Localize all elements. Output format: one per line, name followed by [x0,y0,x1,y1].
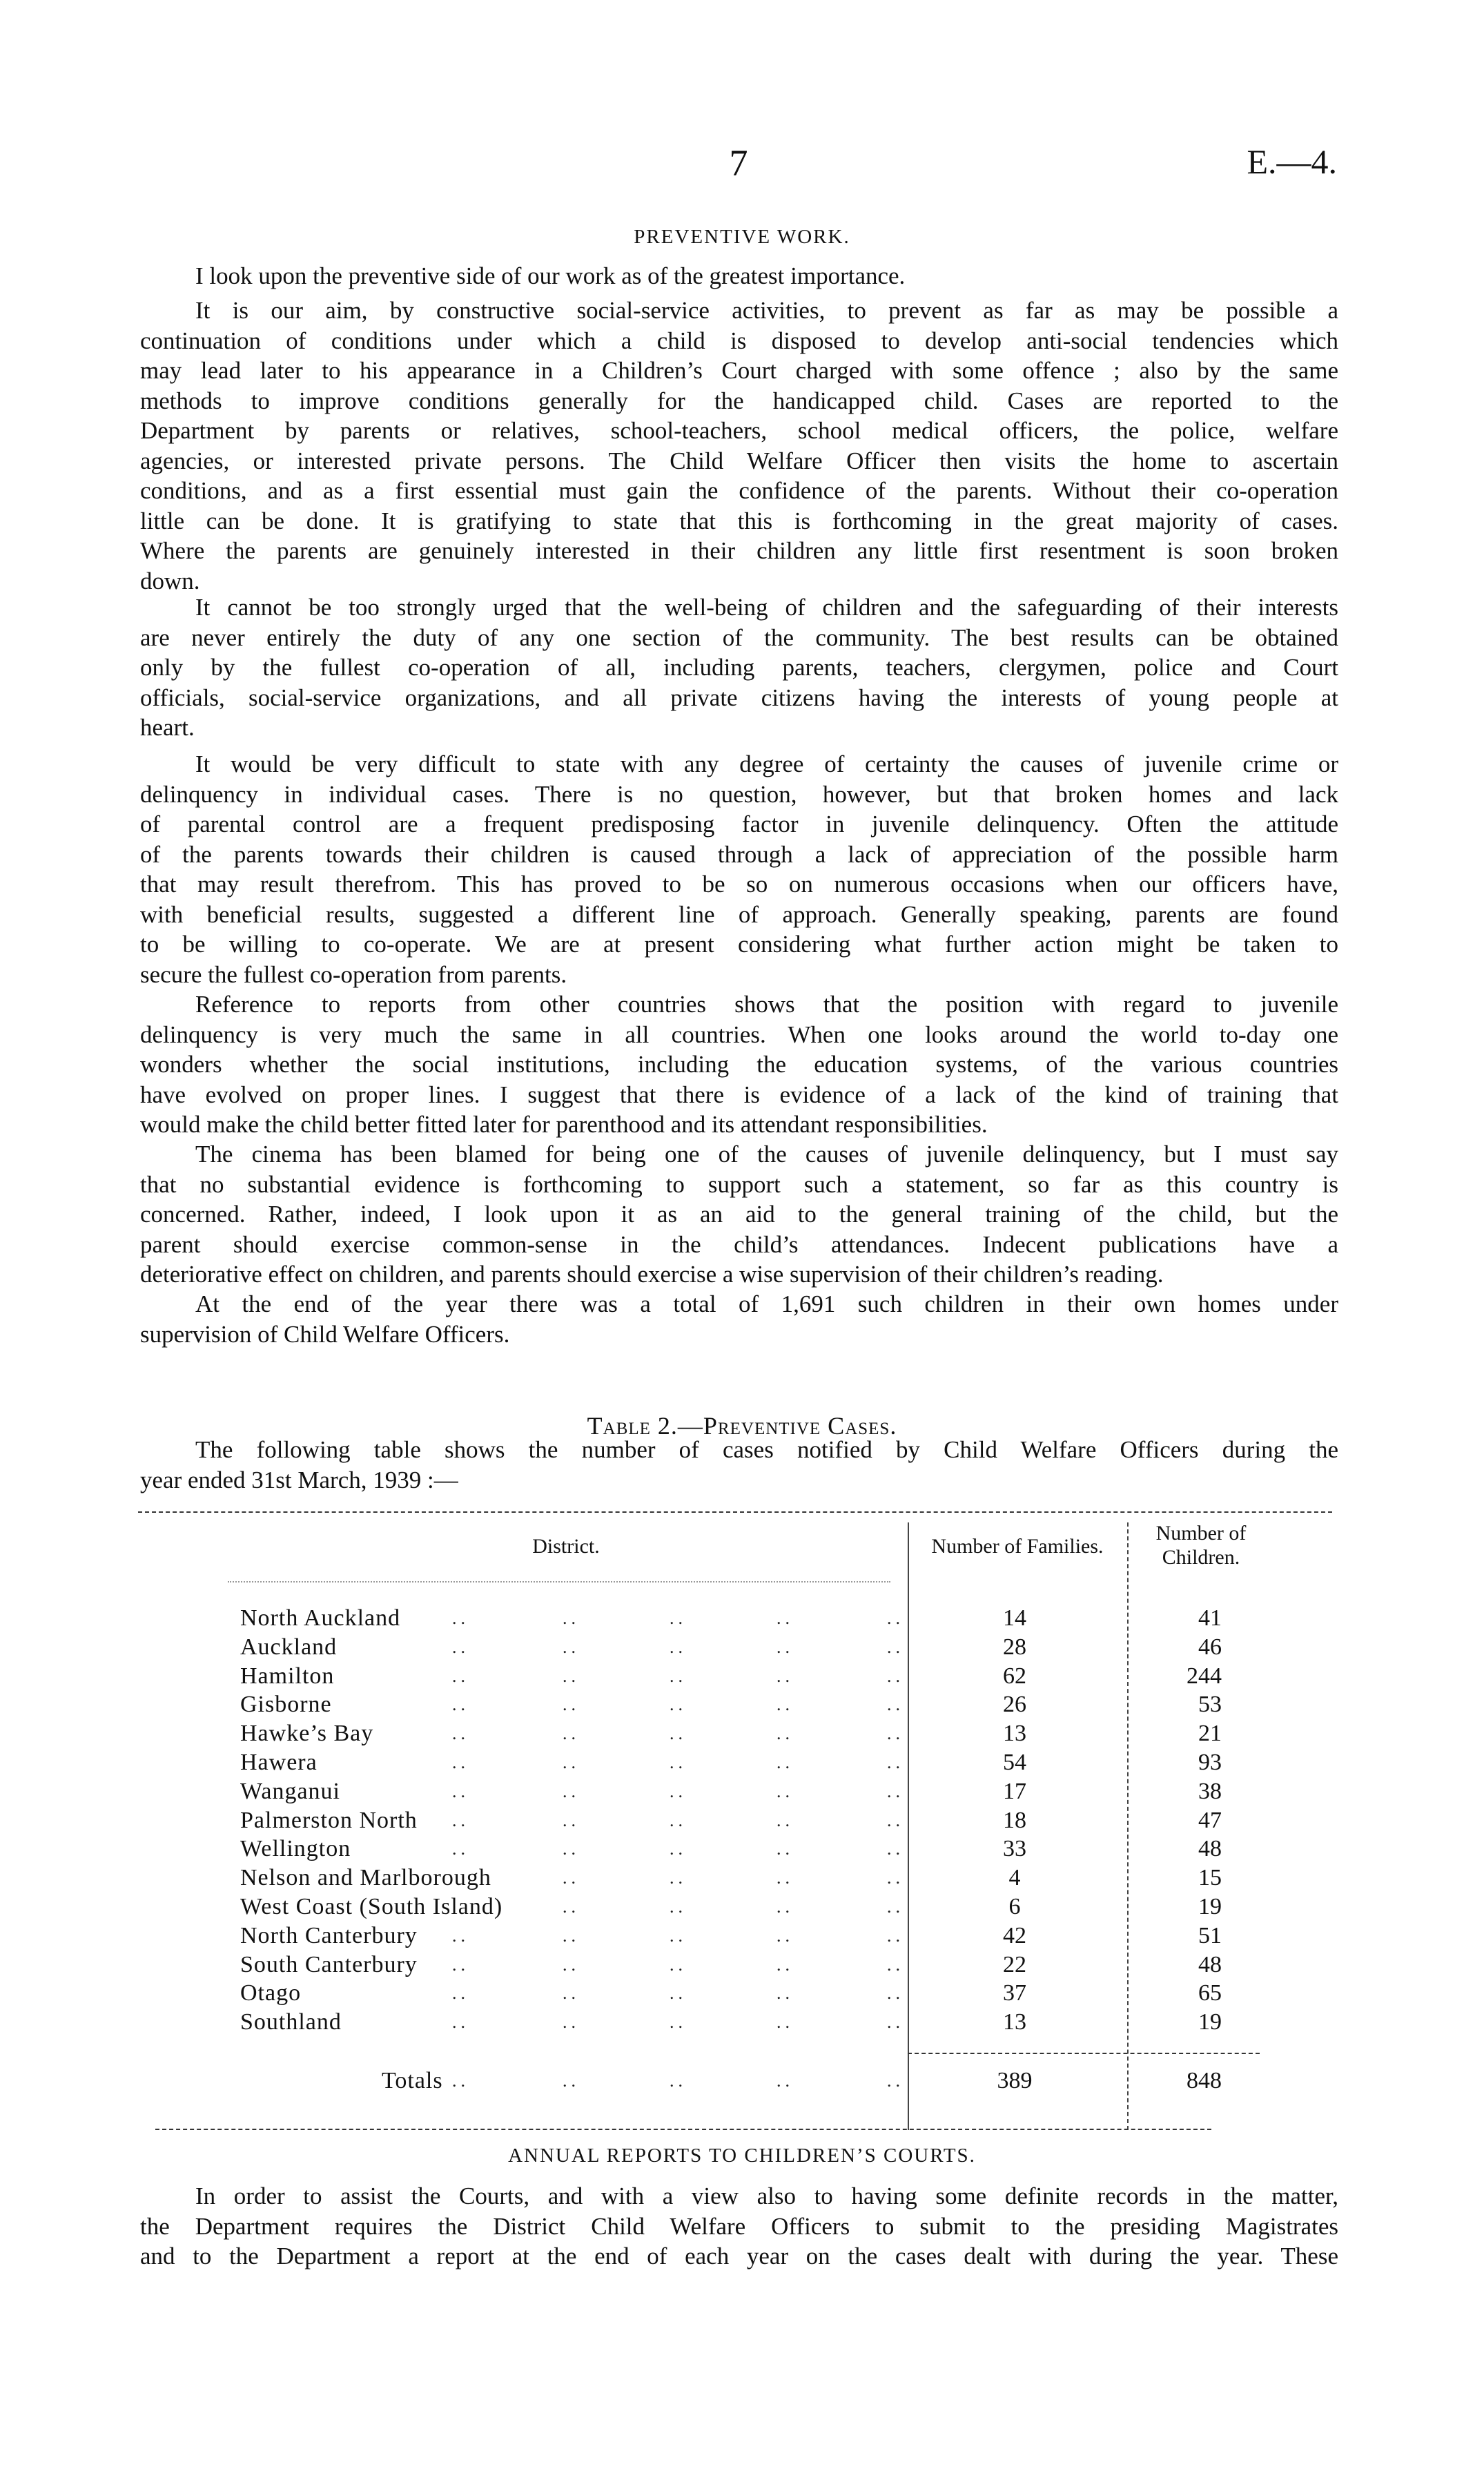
dot-leader: .. [887,1925,904,1946]
dot-leader: .. [670,1983,687,2004]
children-count: 41 [1198,1605,1222,1631]
dot-leader: .. [670,1665,687,1686]
dot-leader: .. [887,1868,904,1888]
totals-rule [908,2053,1260,2054]
dot-leader: .. [777,1752,794,1772]
families-count: 42 [1003,1922,1026,1948]
dot-leader: .. [563,1781,580,1801]
district-name: Palmerston North [240,1807,418,1833]
dot-leader: .. [563,2012,580,2033]
dot-leader: .. [452,1723,469,1744]
dot-leader: .. [452,1608,469,1628]
text-line: deteriorative effect on children, and parents should exercise a wise supervision of their children’s reading. [140,1261,1164,1288]
dot-leader: .. [777,1781,794,1801]
table-row [240,2008,1276,2037]
families-count: 33 [1003,1836,1026,1862]
district-name: Gisborne [240,1692,332,1718]
text-line: may lead later to his appearance in a Children’s Court charged with some offence ; also by the same [140,357,1338,384]
families-count: 14 [1003,1605,1026,1631]
dot-leader: .. [452,1839,469,1859]
dot-leader: .. [452,1752,469,1772]
families-count: 18 [1003,1807,1026,1833]
totals-children: 848 [1187,2068,1222,2093]
text-line: secure the fullest co-operation from parents. [140,960,567,988]
dot-leader: .. [563,1810,580,1830]
text-line: The cinema has been blamed for being one of the causes of juvenile delinquency, but I must say [195,1141,1338,1168]
families-count: 6 [1008,1894,1021,1919]
families-count: 54 [1003,1750,1026,1775]
dot-leader: .. [887,1694,904,1715]
paragraph [140,592,1338,743]
dot-leader: .. [887,1781,904,1801]
text-line: that no substantial evidence is forthcoming to support such a statement, so far as this country is [140,1170,1338,1198]
dot-leader: .. [563,1925,580,1946]
children-count: 48 [1198,1951,1222,1977]
table-row [240,1633,1276,1662]
dot-leader: .. [563,1839,580,1859]
section-heading-preventive-work: PREVENTIVE WORK. [634,226,850,248]
children-count: 53 [1198,1692,1222,1718]
dot-leader: .. [452,2071,469,2091]
dot-leader: .. [563,1636,580,1657]
children-count: 93 [1198,1750,1222,1775]
text-line: down. [140,567,200,594]
text-line: It would be very difficult to state with any degree of certainty the causes of juvenile crime or [195,751,1338,777]
district-name: Wanganui [240,1778,340,1804]
children-count: 38 [1198,1778,1222,1804]
dot-leader: .. [670,1810,687,1830]
dot-leader: .. [887,1608,904,1628]
table-bottom-rule [155,2129,1211,2130]
district-name: Southland [240,2009,342,2035]
header-children-line2: Children. [1162,1546,1240,1569]
text-line: I look upon the preventive side of our work as of the greatest importance. [195,262,906,289]
dot-leader: .. [777,1925,794,1946]
dot-leader: .. [563,1752,580,1772]
district-name: West Coast (South Island) [240,1894,503,1919]
text-line: delinquency in individual cases. There is no question, however, but that broken homes and lack [140,780,1338,808]
dot-leader: .. [777,1665,794,1686]
text-line: Where the parents are genuinely interested in their children any little first resentment is soon broken [140,537,1338,564]
dot-leader: .. [670,1752,687,1772]
district-name: North Canterbury [240,1922,418,1948]
text-line: Department by parents or relatives, school-teachers, school medical officers, the police, welfare [140,417,1338,444]
children-count: 19 [1198,1894,1222,1919]
dot-leader: .. [670,1925,687,1946]
dot-leader: .. [452,1694,469,1715]
header-children-line1: Number of [1155,1522,1247,1545]
families-count: 62 [1003,1663,1026,1689]
dot-leader: .. [777,1983,794,2004]
text-line: that may result therefrom. This has proved to be so on numerous occasions when our officers have, [140,871,1338,898]
text-line: of the parents towards their children is caused through a lack of appreciation of the possible harm [140,840,1338,868]
district-name: Hawke’s Bay [240,1721,374,1747]
dot-leader: .. [670,1694,687,1715]
children-count: 21 [1198,1721,1222,1747]
dot-leader: .. [777,1868,794,1888]
text-line: methods to improve conditions generally for the handicapped child. Cases are reported to the [140,387,1338,414]
dot-leader: .. [452,1810,469,1830]
text-line: continuation of conditions under which a child is disposed to develop anti-social tendencies which [140,327,1338,354]
dot-leader: .. [887,1897,904,1917]
table-row [240,1806,1276,1835]
dot-leader: .. [887,2012,904,2033]
dot-leader: .. [670,1954,687,1975]
text-line: little can be done. It is gratifying to state that this is forthcoming in the great majority of cases. [140,507,1338,534]
families-count: 4 [1008,1865,1021,1891]
families-count: 26 [1003,1692,1026,1718]
children-count: 15 [1198,1865,1222,1891]
table-row [240,1662,1276,1691]
district-name: Wellington [240,1836,351,1862]
dot-leader: .. [777,1608,794,1628]
text-line: concerned. Rather, indeed, I look upon it as an aid to the general training of the child, but the [140,1201,1338,1228]
table-intro [140,1435,1338,1495]
totals-families: 389 [997,2068,1033,2093]
text-line: The following table shows the number of cases notified by Child Welfare Officers during the [195,1436,1338,1463]
text-line: to be willing to co-operate. We are at present considering what further action might be taken to [140,931,1338,958]
dot-leader: .. [887,1665,904,1686]
text-line: heart. [140,714,195,741]
table-row [240,1604,1276,1633]
table-row [240,1719,1276,1748]
children-count: 244 [1187,1663,1222,1689]
children-count: 47 [1198,1807,1222,1833]
dot-leader: .. [563,1868,580,1888]
dot-leader: .. [452,1925,469,1946]
dot-leader: .. [670,1839,687,1859]
paragraph [140,296,1338,596]
dot-leader: .. [563,1983,580,2004]
table-row [240,1748,1276,1777]
text-line: It is our aim, by constructive social-service activities, to prevent as far as may be possible a [195,297,1338,324]
dot-leader: .. [777,1723,794,1744]
district-name: North Auckland [240,1605,401,1631]
families-count: 22 [1003,1951,1026,1977]
dot-leader: .. [777,1954,794,1975]
text-line: have evolved on proper lines. I suggest that there is evidence of a lack of the kind of training that [140,1081,1338,1108]
dot-leader: .. [887,1723,904,1744]
table-row [240,1922,1276,1951]
dot-leader: .. [887,1983,904,2004]
dot-leader: .. [563,1665,580,1686]
document-reference: E.—4. [1247,142,1337,181]
dot-leader: .. [670,1897,687,1917]
text-line: and to the Department a report at the end of each year on the cases dealt with during the year. These [140,2243,1338,2270]
children-count: 19 [1198,2009,1222,2035]
page-number: 7 [729,142,748,184]
dot-leader: .. [563,2071,580,2091]
dot-leader: .. [887,1839,904,1859]
district-name: Hawera [240,1750,318,1775]
table-row [240,1690,1276,1719]
text-line: Reference to reports from other countries shows that the position with regard to juvenile [195,991,1338,1018]
header-families: Number of Families. [931,1535,1104,1558]
district-name: Hamilton [240,1663,335,1689]
dot-leader: .. [452,2012,469,2033]
table-row [240,1893,1276,1922]
text-line: wonders whether the social institutions, including the education systems, of the various countries [140,1051,1338,1078]
district-name: Auckland [240,1634,338,1660]
children-count: 65 [1198,1980,1222,2006]
district-name: Otago [240,1980,302,2006]
dot-leader: .. [563,1694,580,1715]
text-line: agencies, or interested private persons. The Child Welfare Officer then visits the home to ascertain [140,447,1338,474]
dot-leader: .. [777,1694,794,1715]
dot-leader: .. [887,2071,904,2091]
text-line: would make the child better fitted later for parenthood and its attendant responsibilities. [140,1111,988,1138]
dot-leader: .. [670,2071,687,2091]
dot-leader: .. [563,1723,580,1744]
section-heading-annual-reports: ANNUAL REPORTS TO CHILDREN’S COURTS. [508,2145,976,2167]
text-line: It cannot be too strongly urged that the well-being of children and the safeguarding of their interests [195,594,1338,621]
text-line: with beneficial results, suggested a different line of approach. Generally speaking, parents are found [140,900,1338,928]
dot-leader: .. [777,2071,794,2091]
paragraph [140,989,1338,1140]
children-count: 48 [1198,1836,1222,1862]
text-line: supervision of Child Welfare Officers. [140,1320,510,1348]
families-count: 28 [1003,1634,1026,1660]
dot-leader: .. [887,1954,904,1975]
dot-leader: .. [887,1636,904,1657]
dot-leader: .. [452,1983,469,2004]
paragraph [140,749,1338,989]
dot-leader: .. [777,1636,794,1657]
families-count: 13 [1003,2009,1026,2035]
header-district: District. [532,1535,600,1558]
dot-leader: .. [563,1608,580,1628]
dot-leader: .. [777,1839,794,1859]
dot-leader: .. [452,1954,469,1975]
dot-leader: .. [670,1781,687,1801]
text-line: At the end of the year there was a total of 1,691 such children in their own homes under [195,1290,1338,1317]
text-line: In order to assist the Courts, and with a view also to having some definite records in the matter, [195,2183,1338,2209]
families-count: 13 [1003,1721,1026,1747]
dot-leader: .. [452,1665,469,1686]
paragraph [140,1289,1338,1349]
families-count: 17 [1003,1778,1026,1804]
dot-leader: .. [452,1636,469,1657]
text-line: the Department requires the District Child Welfare Officers to submit to the presiding Magistrates [140,2212,1338,2240]
dot-leader: .. [887,1752,904,1772]
table-row [240,1777,1276,1806]
district-name: Nelson and Marlborough [240,1865,491,1891]
table-row [240,1979,1276,2008]
header-rule [228,1581,890,1583]
dot-leader: .. [887,1810,904,1830]
dot-leader: .. [563,1954,580,1975]
dot-leader: .. [670,1636,687,1657]
dot-leader: .. [563,1897,580,1917]
children-count: 46 [1198,1634,1222,1660]
table-row [240,1835,1276,1864]
dot-leader: .. [670,1868,687,1888]
table-top-rule [138,1511,1332,1513]
paragraph [140,1139,1338,1290]
text-line: delinquency is very much the same in all countries. When one looks around the world to-day one [140,1020,1338,1048]
table-row [240,1951,1276,1980]
totals-label: Totals [382,2068,443,2093]
paragraph [140,261,1338,291]
table-title: Table 2.—Preventive Cases. [587,1412,897,1440]
children-count: 51 [1198,1922,1222,1948]
text-line: only by the fullest co-operation of all, including parents, teachers, clergymen, police and Court [140,654,1338,681]
text-line: of parental control are a frequent predisposing factor in juvenile delinquency. Often the attitude [140,811,1338,838]
text-line: parent should exercise common-sense in the child’s attendances. Indecent publications have a [140,1230,1338,1258]
district-name: South Canterbury [240,1951,418,1977]
paragraph [140,2181,1338,2272]
text-line: officials, social-service organizations, and all private citizens having the interests of young people at [140,684,1338,711]
dot-leader: .. [670,1608,687,1628]
dot-leader: .. [670,2012,687,2033]
totals-row [240,2067,1276,2096]
families-count: 37 [1003,1980,1026,2006]
text-line: conditions, and as a first essential must gain the confidence of the parents. Without their co-operation [140,477,1338,504]
table-row [240,1864,1276,1893]
dot-leader: .. [777,1810,794,1830]
dot-leader: .. [670,1723,687,1744]
text-line: are never entirely the duty of any one section of the community. The best results can be obtained [140,623,1338,651]
dot-leader: .. [777,1897,794,1917]
dot-leader: .. [777,2012,794,2033]
dot-leader: .. [452,1781,469,1801]
text-line: year ended 31st March, 1939 :— [140,1466,458,1493]
